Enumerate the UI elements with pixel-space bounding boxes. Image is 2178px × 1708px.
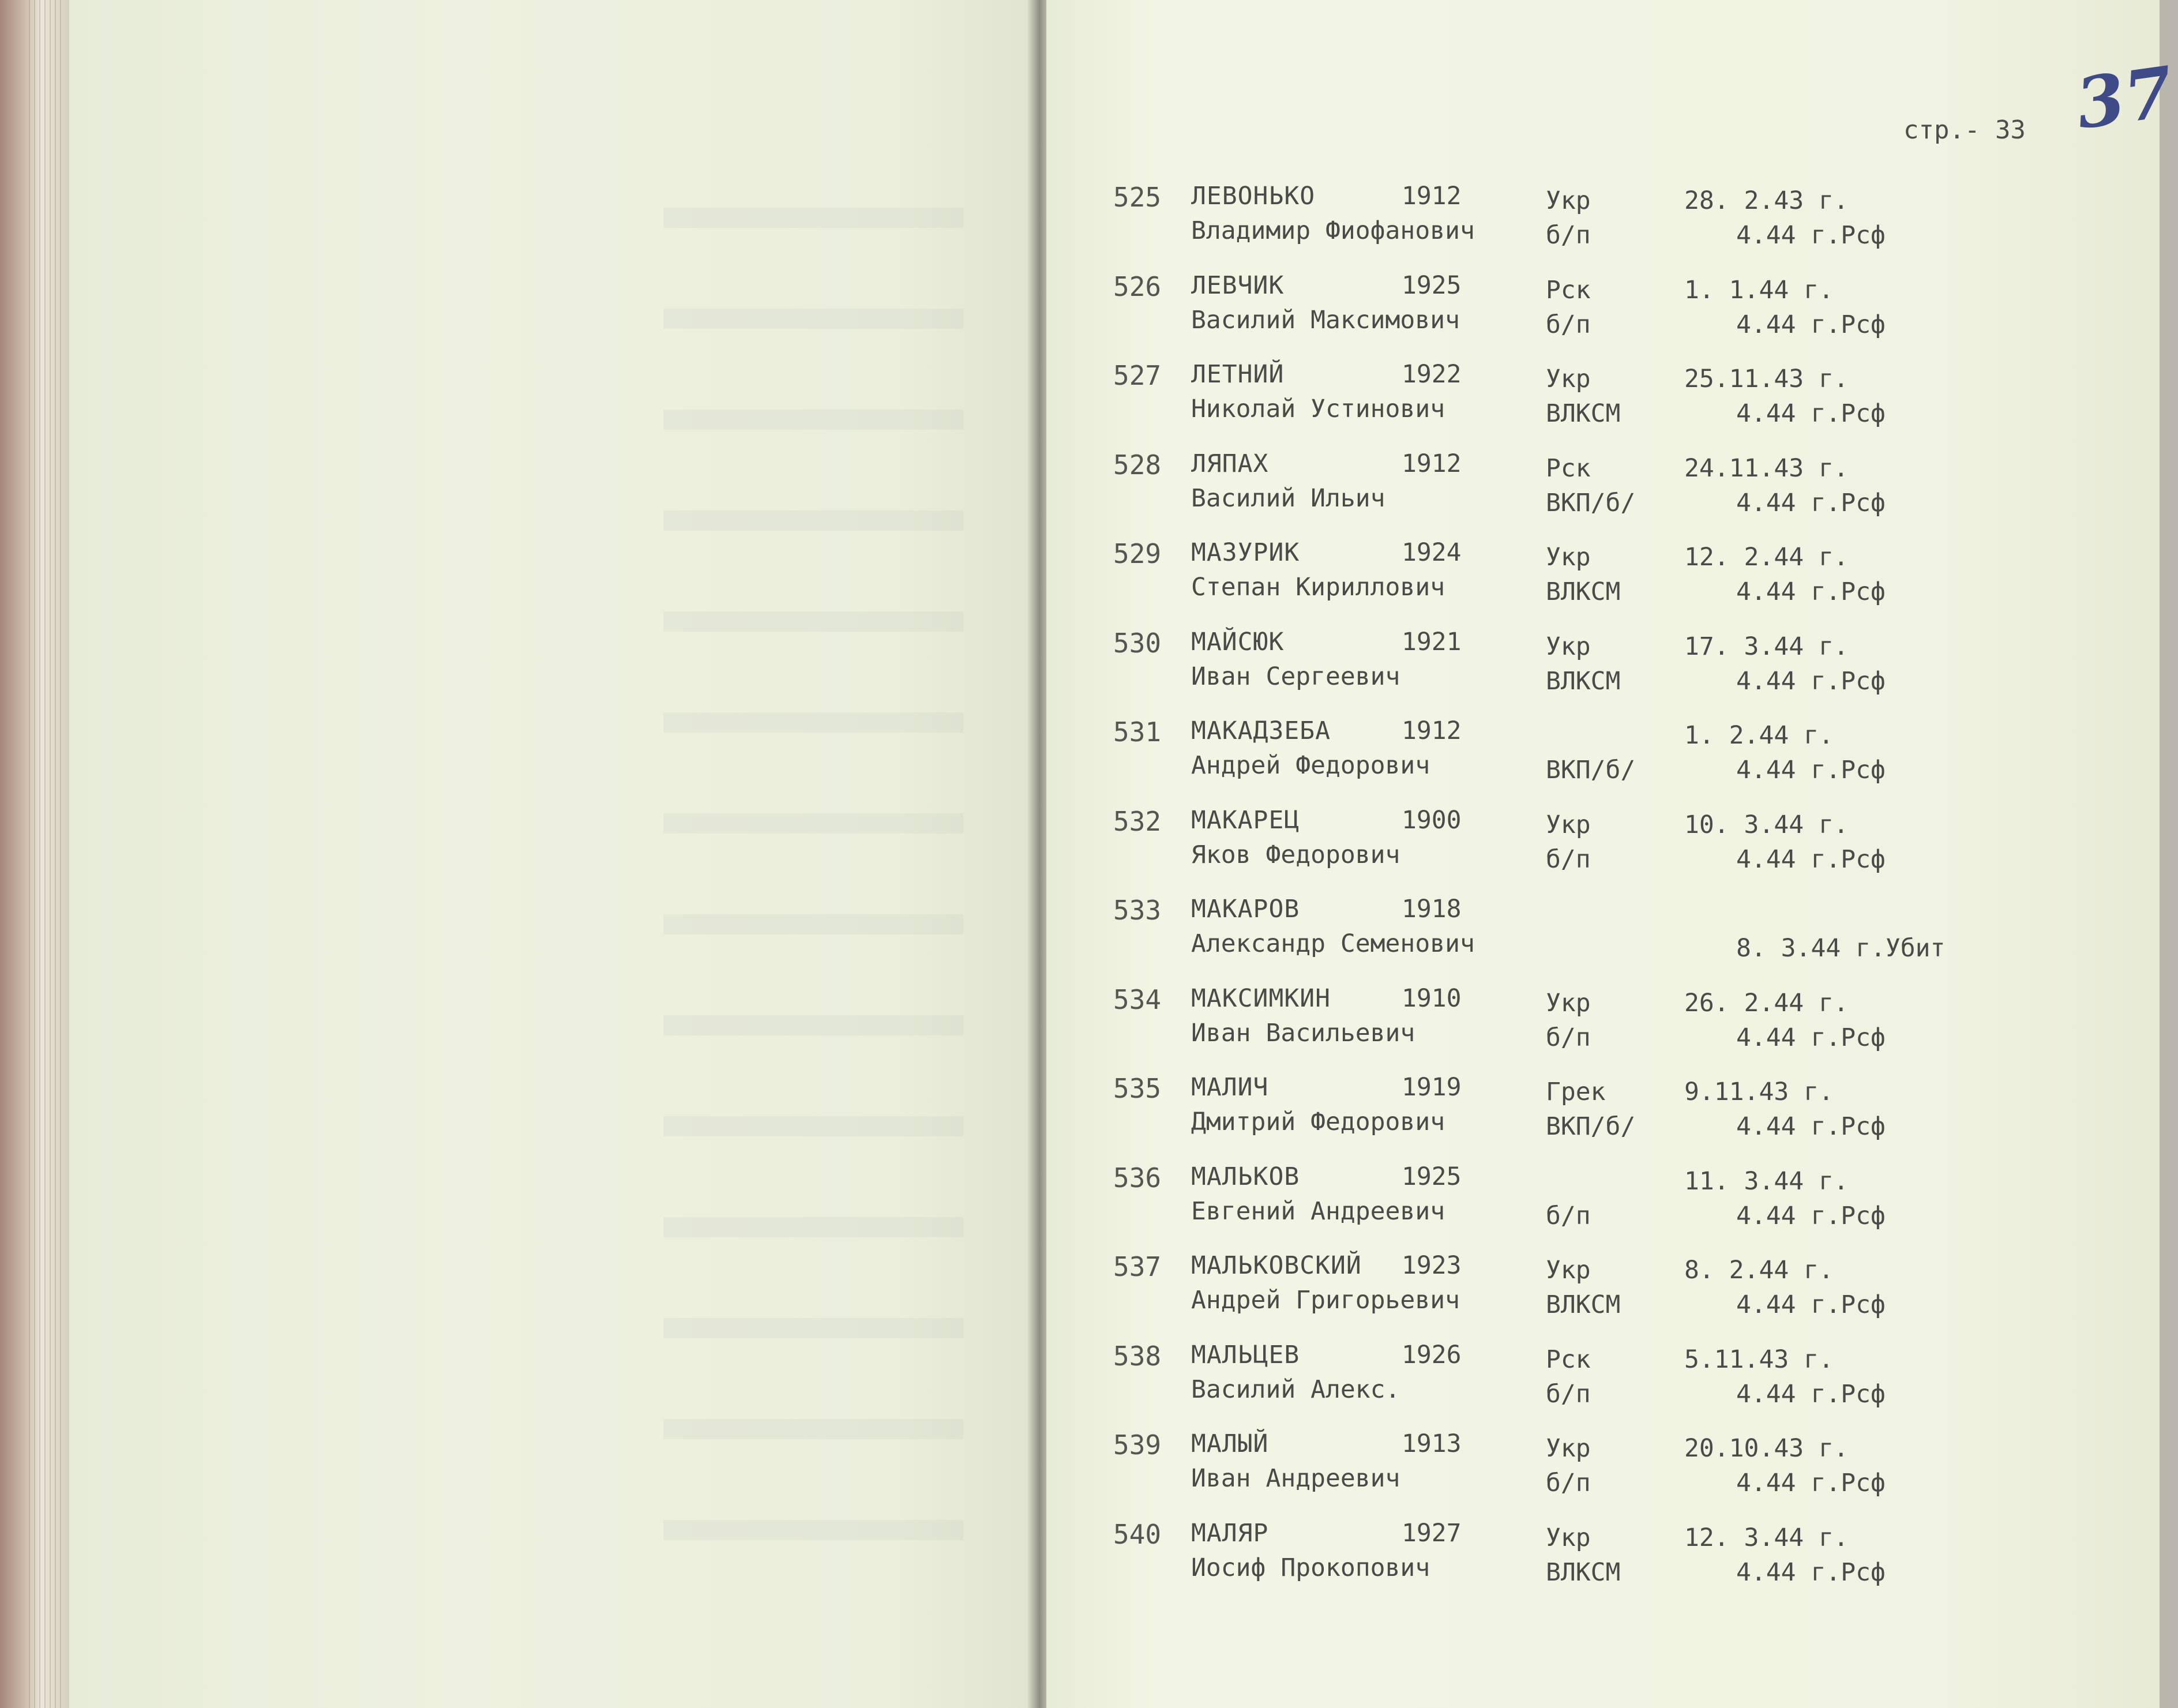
date-line-1: 24.11.43 г. xyxy=(1684,453,1849,483)
nationality: Укр xyxy=(1546,543,1591,572)
party-affiliation: ВКП/б/ xyxy=(1546,756,1636,784)
entry-row xyxy=(1096,354,1973,441)
given-name-patronymic: Владимир Фиофанович xyxy=(1191,216,1475,245)
date-line-1: 17. 3.44 г. xyxy=(1684,632,1849,661)
surname: МАЗУРИК xyxy=(1191,538,1300,567)
surname: ЛЕТНИЙ xyxy=(1191,360,1285,389)
given-name-patronymic: Андрей Григорьевич xyxy=(1191,1286,1460,1315)
birth-year: 1924 xyxy=(1402,538,1462,567)
entry-number: 538 xyxy=(1113,1340,1162,1372)
nationality: Рск xyxy=(1546,275,1591,305)
birth-year: 1925 xyxy=(1402,1162,1462,1191)
surname: МАКАДЗЕБА xyxy=(1191,716,1331,745)
entry-number: 535 xyxy=(1113,1073,1162,1104)
party-affiliation: б/п xyxy=(1546,310,1591,339)
date-line-2: 4.44 г.Рсф xyxy=(1736,221,1886,250)
surname: МАЛЯР xyxy=(1191,1518,1269,1548)
date-line-1: 12. 3.44 г. xyxy=(1684,1523,1849,1552)
surname: ЛЕВЧИК xyxy=(1191,271,1285,300)
given-name-patronymic: Александр Семенович xyxy=(1191,929,1475,958)
date-line-2: 4.44 г.Рсф xyxy=(1736,666,1886,696)
surname: МАКАРОВ xyxy=(1191,895,1300,924)
entry-number: 532 xyxy=(1113,805,1162,837)
entry-number: 528 xyxy=(1113,449,1162,481)
entry-number: 540 xyxy=(1113,1518,1162,1550)
party-affiliation: б/п xyxy=(1546,844,1591,874)
left-page-bleed-through xyxy=(663,127,963,1540)
entry-number: 539 xyxy=(1113,1429,1162,1461)
birth-year: 1913 xyxy=(1402,1429,1462,1458)
birth-year: 1927 xyxy=(1402,1518,1462,1548)
entry-row xyxy=(1096,1245,1973,1332)
entry-row xyxy=(1096,1067,1973,1154)
entry-row xyxy=(1096,711,1973,797)
nationality: Грек xyxy=(1546,1078,1606,1106)
entry-row xyxy=(1096,800,1973,887)
entry-number: 531 xyxy=(1113,716,1162,748)
entry-number: 533 xyxy=(1113,895,1162,926)
entry-row xyxy=(1096,978,1973,1065)
date-line-2: 4.44 г.Рсф xyxy=(1736,1201,1886,1230)
birth-year: 1925 xyxy=(1402,271,1462,300)
birth-year: 1921 xyxy=(1402,627,1462,656)
given-name-patronymic: Николай Устинович xyxy=(1191,395,1445,423)
entry-number: 525 xyxy=(1113,182,1162,213)
entry-number: 536 xyxy=(1113,1162,1162,1193)
surname: МАКСИМКИН xyxy=(1191,983,1331,1013)
surname: МАЙСЮК xyxy=(1191,627,1285,656)
given-name-patronymic: Иван Васильевич xyxy=(1191,1018,1415,1048)
party-affiliation: б/п xyxy=(1546,221,1591,250)
date-line-2: 4.44 г.Рсф xyxy=(1736,399,1886,428)
birth-year: 1923 xyxy=(1402,1251,1462,1280)
nationality: Укр xyxy=(1546,365,1591,393)
surname: МАЛЬКОВСКИЙ xyxy=(1191,1251,1362,1280)
date-line-1: 25.11.43 г. xyxy=(1684,365,1849,393)
given-name-patronymic: Яков Федорович xyxy=(1191,840,1400,869)
birth-year: 1919 xyxy=(1402,1073,1462,1102)
birth-year: 1922 xyxy=(1402,360,1462,389)
entry-number: 530 xyxy=(1113,627,1162,659)
given-name-patronymic: Иосиф Прокопович xyxy=(1191,1553,1430,1582)
birth-year: 1910 xyxy=(1402,983,1462,1013)
date-line-1: 1. 2.44 г. xyxy=(1684,721,1834,750)
entry-number: 534 xyxy=(1113,983,1162,1015)
entry-row xyxy=(1096,1513,1973,1600)
party-affiliation: ВЛКСМ xyxy=(1546,1290,1621,1319)
given-name-patronymic: Евгений Андреевич xyxy=(1191,1196,1445,1226)
date-line-2: 4.44 г.Рсф xyxy=(1736,577,1886,606)
birth-year: 1900 xyxy=(1402,805,1462,835)
entry-row xyxy=(1096,622,1973,708)
given-name-patronymic: Иван Сергеевич xyxy=(1191,662,1400,691)
entry-number: 529 xyxy=(1113,538,1162,569)
given-name-patronymic: Иван Андреевич xyxy=(1191,1464,1400,1493)
given-name-patronymic: Василий Алекс. xyxy=(1191,1375,1400,1404)
party-affiliation: ВЛКСМ xyxy=(1546,666,1621,696)
entry-row xyxy=(1096,1335,1973,1421)
surname: МАЛЬКОВ xyxy=(1191,1162,1300,1191)
surname: МАКАРЕЦ xyxy=(1191,805,1300,835)
party-affiliation: б/п xyxy=(1546,1023,1591,1052)
page-stack-lines xyxy=(29,0,63,1708)
party-affiliation: б/п xyxy=(1546,1379,1591,1409)
given-name-patronymic: Дмитрий Федорович xyxy=(1191,1108,1445,1136)
surname: МАЛЫЙ xyxy=(1191,1429,1269,1458)
date-line-1: 11. 3.44 г. xyxy=(1684,1166,1849,1196)
party-affiliation: ВКП/б/ xyxy=(1546,1112,1636,1141)
date-line-1: 9.11.43 г. xyxy=(1684,1078,1834,1106)
date-line-1: 8. 2.44 г. xyxy=(1684,1256,1834,1285)
given-name-patronymic: Василий Максимович xyxy=(1191,305,1460,335)
entry-row xyxy=(1096,889,1973,975)
handwritten-page-number: 37 xyxy=(2071,51,2178,145)
typed-page-label: стр.- 33 xyxy=(1903,115,2026,145)
given-name-patronymic: Степан Кириллович xyxy=(1191,573,1445,602)
date-line-2: 4.44 г.Рсф xyxy=(1736,1469,1886,1497)
birth-year: 1912 xyxy=(1402,449,1462,478)
surname: ЛЯПАХ xyxy=(1191,449,1269,478)
date-line-2: 4.44 г.Рсф xyxy=(1736,488,1886,517)
given-name-patronymic: Андрей Федорович xyxy=(1191,751,1430,780)
date-line-1: 12. 2.44 г. xyxy=(1684,543,1849,572)
entry-number: 537 xyxy=(1113,1251,1162,1282)
entry-number: 527 xyxy=(1113,360,1162,391)
entry-row xyxy=(1096,1157,1973,1243)
entry-row xyxy=(1096,532,1973,619)
date-line-2: 4.44 г.Рсф xyxy=(1736,1112,1886,1141)
entry-row xyxy=(1096,444,1973,530)
party-affiliation: ВЛКСМ xyxy=(1546,1557,1621,1587)
date-line-1: 1. 1.44 г. xyxy=(1684,275,1834,305)
date-line-1: 28. 2.43 г. xyxy=(1684,186,1849,215)
party-affiliation: ВЛКСМ xyxy=(1546,577,1621,606)
date-line-2: 4.44 г.Рсф xyxy=(1736,310,1886,339)
surname: МАЛИЧ xyxy=(1191,1073,1269,1102)
surname: ЛЕВОНЬКО xyxy=(1191,182,1316,211)
date-line-1: 20.10.43 г. xyxy=(1684,1434,1849,1463)
nationality: Укр xyxy=(1546,632,1591,661)
date-line-1: 10. 3.44 г. xyxy=(1684,810,1849,839)
birth-year: 1912 xyxy=(1402,716,1462,745)
date-line-2: 4.44 г.Рсф xyxy=(1736,844,1886,874)
surname: МАЛЬЦЕВ xyxy=(1191,1340,1300,1369)
entry-row xyxy=(1096,1424,1973,1510)
nationality: Укр xyxy=(1546,810,1591,839)
entry-number: 526 xyxy=(1113,271,1162,302)
entry-row xyxy=(1096,265,1973,352)
nationality: Рск xyxy=(1546,1345,1591,1374)
party-affiliation: б/п xyxy=(1546,1469,1591,1497)
date-line-2: 4.44 г.Рсф xyxy=(1736,756,1886,784)
nationality: Укр xyxy=(1546,1256,1591,1285)
nationality: Рск xyxy=(1546,453,1591,483)
birth-year: 1918 xyxy=(1402,895,1462,924)
nationality: Укр xyxy=(1546,186,1591,215)
date-line-2: 4.44 г.Рсф xyxy=(1736,1023,1886,1052)
given-name-patronymic: Василий Ильич xyxy=(1191,483,1385,513)
date-line-2: 4.44 г.Рсф xyxy=(1736,1379,1886,1409)
party-affiliation: б/п xyxy=(1546,1201,1591,1230)
nationality: Укр xyxy=(1546,988,1591,1018)
birth-year: 1912 xyxy=(1402,182,1462,211)
nationality: Укр xyxy=(1546,1523,1591,1552)
birth-year: 1926 xyxy=(1402,1340,1462,1369)
date-line-1: 5.11.43 г. xyxy=(1684,1345,1834,1374)
party-affiliation: ВКП/б/ xyxy=(1546,488,1636,517)
date-line-2: 8. 3.44 г.Убит xyxy=(1736,934,1946,963)
date-line-2: 4.44 г.Рсф xyxy=(1736,1290,1886,1319)
party-affiliation: ВЛКСМ xyxy=(1546,399,1621,428)
entry-row xyxy=(1096,176,1973,262)
date-line-2: 4.44 г.Рсф xyxy=(1736,1557,1886,1587)
date-line-1: 26. 2.44 г. xyxy=(1684,988,1849,1018)
nationality: Укр xyxy=(1546,1434,1591,1463)
